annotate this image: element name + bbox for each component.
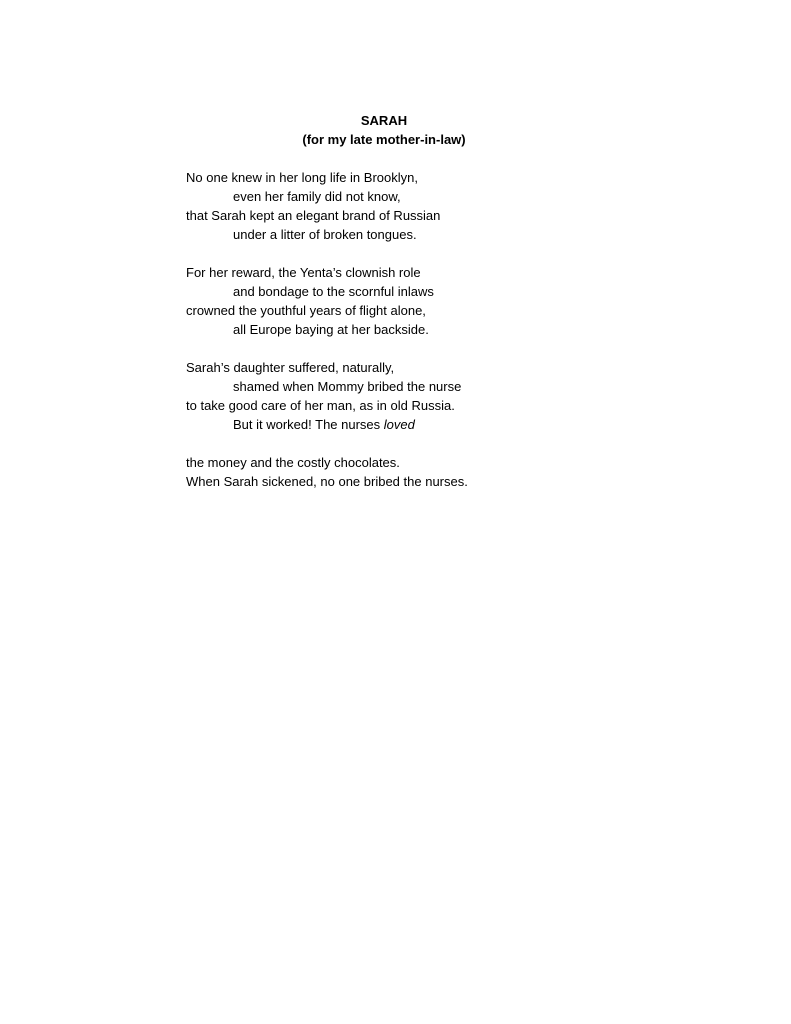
stanza-3 [186, 358, 606, 434]
poem-dedication: (for my late mother-in-law) [302, 132, 466, 147]
poem-body [186, 168, 606, 510]
poem-line: Sarah’s daughter suffered, naturally, [186, 360, 395, 375]
poem-line: the money and the costly chocolates. [186, 455, 400, 470]
poem-line: crowned the youthful years of flight alone, [186, 303, 426, 318]
poem-line: When Sarah sickened, no one bribed the nurses. [186, 474, 468, 489]
poem-heading [186, 111, 582, 149]
poem-line-text: But it worked! The nurses [233, 417, 381, 432]
italic-word: loved [383, 417, 415, 432]
poem-line: under a litter of broken tongues. [233, 227, 417, 242]
stanza-4 [186, 453, 606, 491]
poem-line: to take good care of her man, as in old Russia. [186, 398, 455, 413]
poem-line: shamed when Mommy bribed the nurse [233, 379, 462, 394]
poem-title: SARAH [360, 113, 408, 128]
poem-line: and bondage to the scornful inlaws [233, 284, 434, 299]
stanza-1 [186, 168, 606, 244]
poem-line: that Sarah kept an elegant brand of Russian [186, 208, 441, 223]
poem-line: all Europe baying at her backside. [233, 322, 429, 337]
poem-line: No one knew in her long life in Brooklyn, [186, 170, 418, 185]
poem-line: For her reward, the Yenta’s clownish role [186, 265, 421, 280]
stanza-2 [186, 263, 606, 339]
poem-line-with-italic [186, 415, 606, 434]
poem-line: even her family did not know, [233, 189, 401, 204]
